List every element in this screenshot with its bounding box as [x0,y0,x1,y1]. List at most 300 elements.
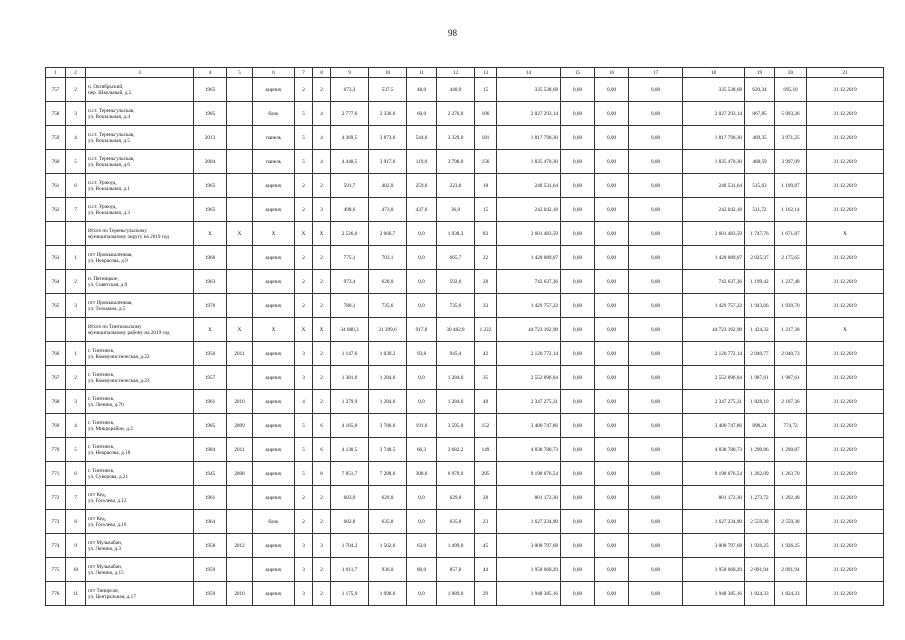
table-cell: 2 [66,366,86,390]
table-cell: 0,0 [407,294,437,318]
table-cell: 335 538,68 [497,78,561,102]
table-cell: 473,0 [369,198,407,222]
table-cell: 774,72 [775,414,807,438]
table-cell: 66,3 [407,438,437,462]
table-cell: 0,00 [629,78,683,102]
table-cell: 4 448,5 [331,150,369,174]
table-cell: 2013 [194,126,227,150]
table-cell: 2011 [227,342,253,366]
table-cell: 1965 [194,174,227,198]
table-cell: блок [253,510,295,534]
table-cell: 0,00 [629,102,683,126]
table-cell: 156 [475,150,497,174]
table-cell: 0,00 [595,318,629,342]
table-cell: пгт Мулькабан, ул. Ленина, д.15 [86,558,194,582]
table-cell: 1 429 757,22 [497,294,561,318]
table-cell: 2 526,6 [331,222,369,246]
table-cell: 1 671,87 [775,222,807,246]
table-cell: 181 [475,126,497,150]
table-cell: 0,00 [561,366,595,390]
table-cell: 437,0 [407,198,437,222]
table-cell: 2 [313,558,331,582]
table-cell: 2 [313,342,331,366]
table-row [46,102,884,126]
table-cell: 248 531,64 [497,174,561,198]
table-cell: 1 704,2 [331,534,369,558]
table-cell: 191,0 [407,414,437,438]
table-cell: 0,0 [407,366,437,390]
table-cell: пгт Промышленная, ул. Тельмана, д.5 [86,294,194,318]
table-cell: 35 [475,366,497,390]
table-cell: 9 198 076,54 [497,462,561,486]
table-cell: 0,00 [595,198,629,222]
table-cell: 469,35 [745,126,775,150]
table-cell: 3 [295,582,313,606]
table-cell: 2 040,77 [745,342,775,366]
table-cell: 2 347 275,31 [497,390,561,414]
table-cell: 5 [66,150,86,174]
table-cell: 5 [295,126,313,150]
table-cell: 0,00 [595,414,629,438]
table-cell: 259,0 [407,174,437,198]
table-cell: 2 552 096,84 [683,366,745,390]
table-cell: 3 [313,534,331,558]
table-cell: 44 723 162,98 [683,318,745,342]
table-cell: 1956 [194,342,227,366]
table-cell: 1985 [194,102,227,126]
table-cell [227,486,253,510]
table-cell: 335 538,68 [683,78,745,102]
table-cell: 867,85 [745,102,775,126]
table-cell: 242 042,18 [497,198,561,222]
table-cell: 1 987,61 [775,366,807,390]
table-cell: 31.12.2019 [807,342,884,366]
table-cell: 767 [46,366,66,390]
table-cell: 0,00 [561,438,595,462]
table-cell: 1958 [194,534,227,558]
table-cell: 1 [66,246,86,270]
table-cell: Итого по Тинтюльскому муниципальному району на 2019 год [86,318,194,342]
table-row [46,150,884,174]
table-cell: кирпич [253,78,295,102]
table-cell: 1 284,0 [369,390,407,414]
table-cell: 3 [66,390,86,414]
table-cell: 1 292,48 [775,486,807,510]
table-row [46,318,884,342]
table-cell: 0,00 [595,390,629,414]
table-cell: 4 165,0 [331,414,369,438]
table-cell: г. Тинтинск, ул. Некрасова, д.18 [86,438,194,462]
table-cell: 6 979,0 [437,462,475,486]
table-cell: 0,00 [629,558,683,582]
table-cell: 2004 [194,150,227,174]
table-cell: 93,8 [407,342,437,366]
table-cell: пгт Мулькабан, ул. Ленина, д.3 [86,534,194,558]
table-cell: 4 [313,102,331,126]
table-cell: 1 109,87 [775,174,807,198]
table-cell: Итого по Тереньгульскому муниципальному округу на 2019 год [86,222,194,246]
table-cell: 2008 [227,462,253,486]
table-header-row [46,68,884,78]
table-cell: 31.12.2019 [807,174,884,198]
table-cell: кирпич [253,486,295,510]
table-cell: 2 027 293,14 [497,102,561,126]
table-cell: 2 [313,246,331,270]
table-cell: п. Пятницкое, ул. Советская, д.9 [86,270,194,294]
table-cell: 0,00 [629,174,683,198]
table-cell: 2 559,38 [745,510,775,534]
table-cell: 857,0 [437,558,475,582]
table-cell: 1 039,2 [369,342,407,366]
table-cell: 0,00 [595,582,629,606]
table-cell: 2 276,0 [437,102,475,126]
table-cell: п. Октябрьский, пер. Школьный, д.5 [86,78,194,102]
table-cell [227,246,253,270]
table-cell: 2 175,65 [775,246,807,270]
table-cell [227,558,253,582]
table-row [46,174,884,198]
table-cell: 743 637,36 [683,270,745,294]
table-cell: 1 263,70 [775,462,807,486]
table-cell: 1 379,9 [331,390,369,414]
table-cell: 1 381,0 [331,366,369,390]
table-cell: кирпич [253,414,295,438]
table-cell: 6 [313,438,331,462]
table-cell: 1 237,48 [775,270,807,294]
table-cell: 1 222 [475,318,497,342]
table-cell: 1 835 470,30 [683,150,745,174]
table-body [46,68,884,606]
table-cell: пгт Промышленная, ул. Некрасова, д.9 [86,246,194,270]
table-cell: X [227,222,253,246]
table-cell: 1 284,0 [437,366,475,390]
table-cell: 4 838 780,73 [683,438,745,462]
table-cell [46,318,66,342]
table-cell: 1 217,38 [775,318,807,342]
table-cell: 31.12.2019 [807,534,884,558]
table-cell: 2 [313,510,331,534]
table-cell: 2 [295,270,313,294]
table-cell: 1959 [194,582,227,606]
table-cell: 1965 [194,78,227,102]
table-cell: X [194,222,227,246]
table-cell: 31.12.2019 [807,246,884,270]
table-cell: 1957 [194,366,227,390]
table-cell: 11 [66,582,86,606]
table-cell: 2010 [227,582,253,606]
table-cell: 620,34 [745,78,775,102]
table-cell: 780,1 [331,294,369,318]
table-cell: 2 [313,366,331,390]
table-cell: 0,00 [561,198,595,222]
table-cell: 0,00 [595,270,629,294]
table-cell: 498,6 [331,198,369,222]
table-cell: 6 [66,462,86,486]
table-cell: 936,0 [369,558,407,582]
table-cell: 2 [313,390,331,414]
table-cell: 248 531,64 [683,174,745,198]
table-row [46,534,884,558]
table-cell: 33 [475,294,497,318]
table-cell: 31.12.2019 [807,414,884,438]
table-cell: кирпич [253,366,295,390]
table-cell: 4 130,5 [331,438,369,462]
table-cell: 8 [313,462,331,486]
table-cell: 0,00 [561,294,595,318]
table-cell: 0,00 [595,534,629,558]
table-cell: 0,00 [595,366,629,390]
table-cell: X [253,318,295,342]
column-header: 13 [475,68,497,78]
table-row [46,510,884,534]
table-cell: 0,00 [629,414,683,438]
table-cell: 2 [295,174,313,198]
table-cell: г. Тинтинск, ул. Коммунистическая, д.22 [86,342,194,366]
table-cell: 1 958 060,20 [497,558,561,582]
table-cell: 3 798,0 [437,150,475,174]
table-cell: 0,00 [629,366,683,390]
table-cell: 5 [295,150,313,174]
table-cell: 3 008 797,68 [497,534,561,558]
table-cell: 2 [66,270,86,294]
table-cell: 2 [313,78,331,102]
table-row [46,270,884,294]
table-cell: 1 627 234,90 [683,510,745,534]
table-cell: 3 595,0 [437,414,475,438]
table-cell: 482,0 [369,174,407,198]
table-cell: 1 428 089,07 [683,246,745,270]
table-cell: 1 428 089,07 [497,246,561,270]
table-cell: 0,00 [629,246,683,270]
table-cell: 3 682,2 [437,438,475,462]
table-cell: кирпич [253,270,295,294]
table-cell: 23 [475,510,497,534]
table-cell: 0,00 [595,174,629,198]
table-cell: 0,00 [595,462,629,486]
table-cell: 695,10 [775,78,807,102]
table-cell: 3 [66,294,86,318]
table-cell: 1984 [194,438,227,462]
table-cell: 0,00 [595,486,629,510]
table-cell: кирпич [253,438,295,462]
column-header: 8 [313,68,331,78]
column-header: 14 [497,68,561,78]
table-cell: 1 011,7 [331,558,369,582]
table-row [46,462,884,486]
table-cell: 31.12.2019 [807,462,884,486]
table-cell: 0,00 [561,486,595,510]
table-cell: 3 786,0 [369,414,407,438]
table-cell: 3 400 747,86 [497,414,561,438]
table-cell: 3 [295,558,313,582]
table-cell: 6 [313,414,331,438]
table-cell: 295 [475,462,497,486]
table-cell: 31.12.2019 [807,558,884,582]
table-cell: 308,0 [407,462,437,486]
table-row [46,126,884,150]
table-cell: 2 336,0 [369,102,407,126]
table-cell: 0,00 [595,438,629,462]
table-cell: 0,00 [561,246,595,270]
table-cell: 31.12.2019 [807,198,884,222]
table-cell: 0,00 [561,318,595,342]
data-table [45,67,884,606]
table-cell: 0,00 [561,342,595,366]
table-cell [227,294,253,318]
table-cell: 2 120 772,14 [497,342,561,366]
table-cell: 0,00 [561,150,595,174]
table-cell: 0,00 [561,126,595,150]
table-cell: 0,00 [629,438,683,462]
table-cell: 544,0 [407,126,437,150]
table-cell: 0,00 [595,102,629,126]
table-cell: 703,1 [369,246,407,270]
table-cell: 31.12.2019 [807,126,884,150]
table-cell: 7 851,7 [331,462,369,486]
table-cell: 2 [295,486,313,510]
table-cell: кирпич [253,174,295,198]
table-cell: п.ст. Уржоуд, ул. Вокзальная, д.3 [86,198,194,222]
table-cell: 775,1 [331,246,369,270]
table-cell: 1 499,0 [437,534,475,558]
table-cell: 1 273,72 [745,486,775,510]
table-cell: 60,0 [407,102,437,126]
table-cell: 106 [475,102,497,126]
table-cell: 2 091,94 [745,558,775,582]
table-cell: 801 172,30 [683,486,745,510]
table-cell: 0,00 [561,102,595,126]
table-cell: 2 [313,294,331,318]
table-cell: 31 399,6 [369,318,407,342]
table-cell: 4 [295,390,313,414]
table-cell: 0,00 [561,174,595,198]
table-cell: 0,00 [629,510,683,534]
table-cell: 31.12.2019 [807,486,884,510]
table-cell: 1 147,6 [331,342,369,366]
table-cell: 1 284,0 [437,390,475,414]
table-cell: 682,8 [331,510,369,534]
table-cell: 683,9 [331,486,369,510]
table-cell: 665,7 [437,246,475,270]
table-cell: 28 [475,486,497,510]
table-cell: 765 [46,294,66,318]
table-cell: 973,4 [331,270,369,294]
table-cell: 7 [66,198,86,222]
table-cell: 1 987,61 [745,366,775,390]
table-cell: 8 [66,510,86,534]
table-cell: 0,00 [629,462,683,486]
table-row [46,342,884,366]
table-cell: X [194,318,227,342]
table-cell: 0,00 [561,582,595,606]
table-cell: 0,0 [407,390,437,414]
table-cell: 770 [46,438,66,462]
table-cell: X [295,318,313,342]
table-cell: 31.12.2019 [807,438,884,462]
table-cell: 3 [66,102,86,126]
table-cell [227,150,253,174]
table-cell: 0,00 [629,294,683,318]
table-cell: 29 [475,582,497,606]
column-header: 10 [369,68,407,78]
table-cell: 4 [313,126,331,150]
table-cell: 0,00 [629,150,683,174]
table-cell: 2 347 275,31 [683,390,745,414]
column-header: 7 [295,68,313,78]
table-cell: 768 [46,390,66,414]
column-header: 20 [775,68,807,78]
column-header: 19 [745,68,775,78]
table-cell: 31.12.2019 [807,270,884,294]
table-cell: 0,00 [561,78,595,102]
table-row [46,558,884,582]
table-cell: 3 601 483,59 [497,222,561,246]
table-cell: 4 369,5 [331,126,369,150]
table-cell: 772 [46,486,66,510]
column-header: 9 [331,68,369,78]
table-cell: X [313,222,331,246]
table-cell: 898,24 [745,414,775,438]
table-cell: 1978 [194,294,227,318]
table-cell: кирпич [253,294,295,318]
table-cell [227,174,253,198]
table-cell: 0,00 [595,78,629,102]
page-number: 98 [448,28,457,38]
table-cell: 1 175,9 [331,582,369,606]
table-cell: 1 262,09 [745,462,775,486]
table-row [46,78,884,102]
table-cell: 63,0 [407,534,437,558]
table-row [46,390,884,414]
table-cell: X [807,222,884,246]
table-cell: 591,7 [331,174,369,198]
table-cell: 7 288,0 [369,462,407,486]
table-cell: 743 637,36 [497,270,561,294]
table-cell: 629,0 [437,486,475,510]
table-cell: 2 [295,510,313,534]
table-cell: X [253,222,295,246]
table-cell: 620,0 [369,270,407,294]
table-cell: 0,00 [595,510,629,534]
table-cell: 0,00 [629,198,683,222]
table-cell: 0,00 [629,270,683,294]
column-header: 21 [807,68,884,78]
table-cell: 0,00 [595,294,629,318]
table-cell: 48 [475,390,497,414]
table-cell: 2 559,38 [775,510,807,534]
column-header: 17 [629,68,683,78]
table-cell: 1 938,3 [437,222,475,246]
table-cell: 1965 [194,198,227,222]
table-cell: 4 [66,126,86,150]
column-header: 18 [683,68,745,78]
table-cell [227,198,253,222]
table-cell: пгт Тинирган, ул. Центральная, д.17 [86,582,194,606]
table-cell: 735,6 [369,294,407,318]
table-cell: 3 008 797,68 [683,534,745,558]
table-cell: 9 [66,534,86,558]
table-cell: 760 [46,150,66,174]
table-cell: X [313,318,331,342]
table-cell: 0,00 [561,222,595,246]
table-cell: 759 [46,126,66,150]
table-cell: 2 120 772,14 [683,342,745,366]
table-cell: 7 [66,486,86,510]
table-cell: 764 [46,270,66,294]
table-cell: 2 066,7 [369,222,407,246]
table-cell: 1 089,0 [437,582,475,606]
table-cell: кирпич [253,534,295,558]
